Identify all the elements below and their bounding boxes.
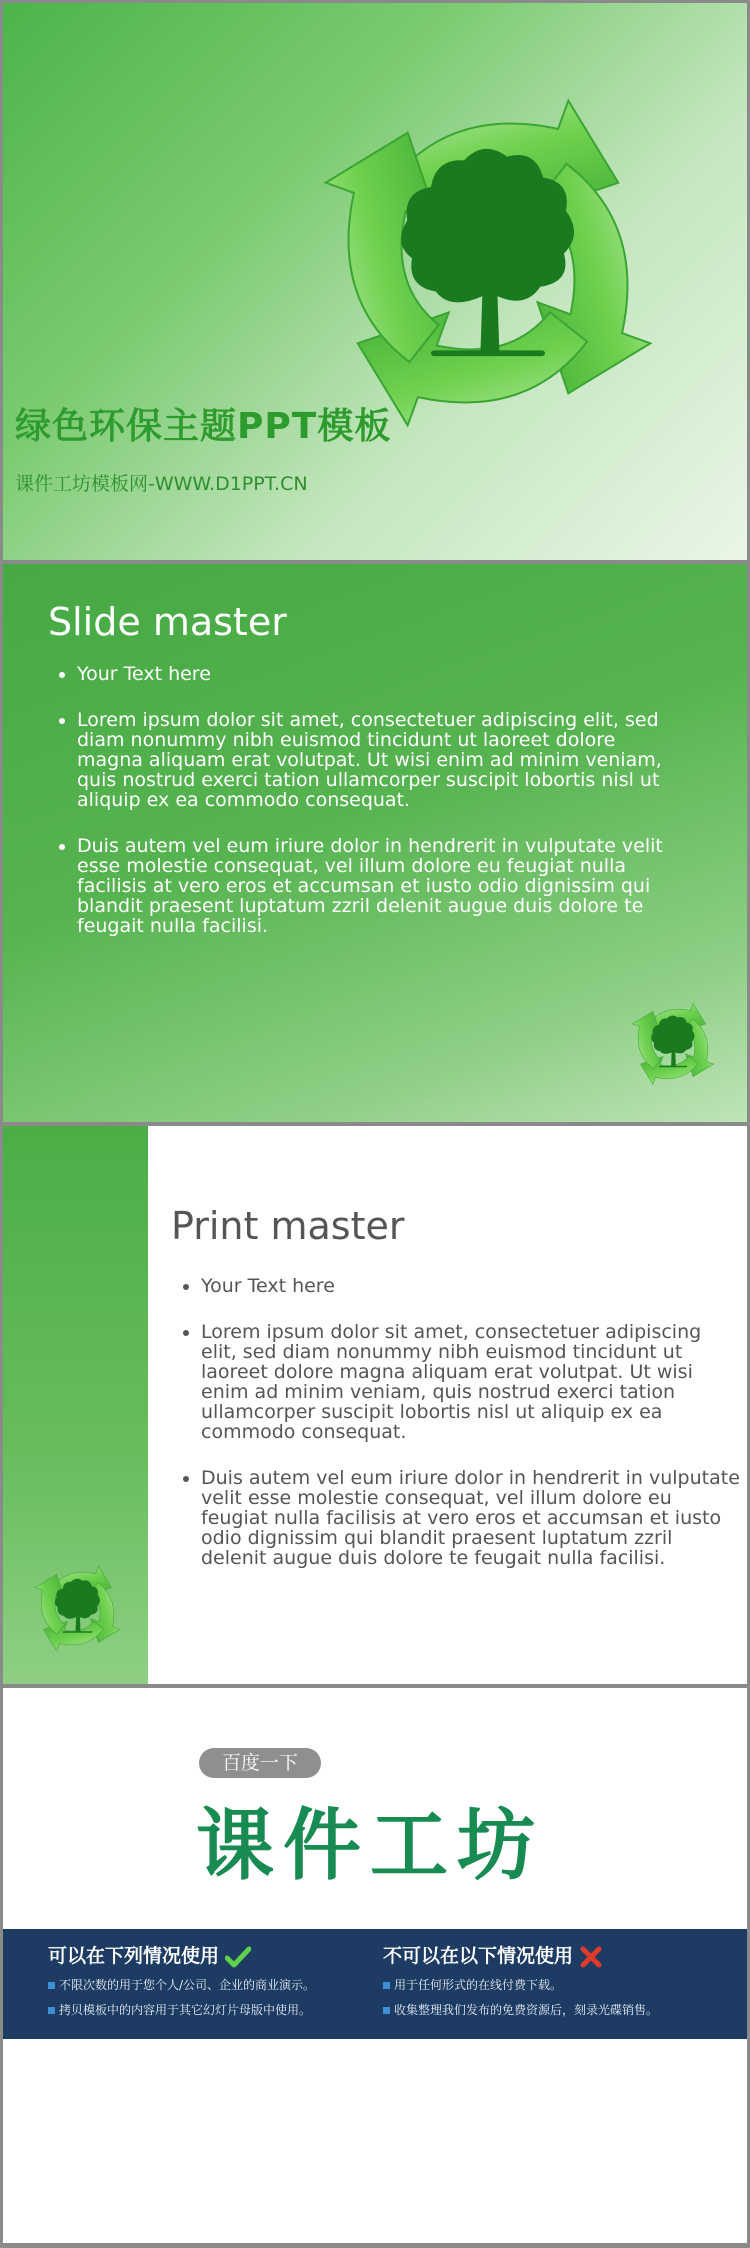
slide-master bbox=[3, 564, 747, 1122]
recycle-tree-icon bbox=[15, 1546, 140, 1671]
usage-terms-bar bbox=[3, 1929, 747, 2039]
bullet-item: • Lorem ipsum dolor sit amet, consectetuer adipiscing elit, sed diam nonummy nibh euismod tincidunt ut laoreet dolore magna aliquam erat volutpat. Ut wisi enim ad minim veniam, quis nostrud exerci tation ullamcorper suscipit lobortis nisl ut aliquip ex ea commodo consequat. bbox=[201, 1322, 741, 1442]
allowed-item: 拷贝模板中的内容用于其它幻灯片母版中使用。 bbox=[48, 2001, 315, 2018]
forbidden-item: 用于任何形式的在线付费下载。 bbox=[383, 1976, 658, 1993]
bullet-item: • Duis autem vel eum iriure dolor in hendrerit in vulputate velit esse molestie consequat, vel illum dolore eu feugiat nulla facilisis at vero eros et accumsan et iusto odio dignissim qui blandit praesent luptatum zzril delenit augue duis dolore te feugait nulla facilisi. bbox=[77, 836, 677, 936]
checkmark-icon bbox=[225, 1946, 251, 1968]
usage-terms-slide bbox=[3, 1688, 747, 2243]
bullet-item: • Your Text here bbox=[201, 1276, 741, 1296]
print-bullet-list bbox=[179, 1276, 741, 1594]
allowed-uses bbox=[48, 1941, 315, 2018]
forbidden-title: 不可以在以下情况使用 bbox=[383, 1941, 658, 1968]
template-subtitle: 课件工坊模板网-WWW.D1PPT.CN bbox=[15, 473, 308, 495]
bullet-item: • Lorem ipsum dolor sit amet, consectetuer adipiscing elit, sed diam nonummy nibh euismod tincidunt ut laoreet dolore magna aliquam erat volutpat. Ut wisi enim ad minim veniam, quis nostrud exerci tation ullamcorper suscipit lobortis nisl ut aliquip ex ea commodo consequat. bbox=[77, 710, 677, 810]
slide-heading: Slide master bbox=[48, 600, 287, 644]
baidu-search-pill: 百度一下 bbox=[199, 1748, 321, 1778]
title-slide bbox=[3, 3, 747, 560]
bullet-item: • Duis autem vel eum iriure dolor in hendrerit in vulputate velit esse molestie consequat, vel illum dolore eu feugiat nulla facilisis at vero eros et accumsan et iusto odio dignissim qui blandit praesent luptatum zzril delenit augue duis dolore te feugait nulla facilisi. bbox=[201, 1468, 741, 1568]
recycle-tree-icon bbox=[613, 984, 733, 1104]
site-logo: 课件工坊 bbox=[196, 1801, 545, 1891]
allowed-item: 不限次数的用于您个人/公司、企业的商业演示。 bbox=[48, 1976, 315, 1993]
allowed-title: 可以在下列情况使用 bbox=[48, 1941, 315, 1968]
forbidden-item: 收集整理我们发布的免费资源后，刻录光碟销售。 bbox=[383, 2001, 658, 2018]
cross-icon bbox=[579, 1946, 603, 1968]
slide-bullet-list bbox=[53, 664, 677, 962]
print-heading: Print master bbox=[171, 1204, 405, 1248]
print-master bbox=[3, 1126, 747, 1684]
template-title: 绿色环保主题PPT模板 bbox=[15, 406, 392, 447]
forbidden-uses bbox=[383, 1941, 658, 2018]
bullet-item: • Your Text here bbox=[77, 664, 677, 684]
